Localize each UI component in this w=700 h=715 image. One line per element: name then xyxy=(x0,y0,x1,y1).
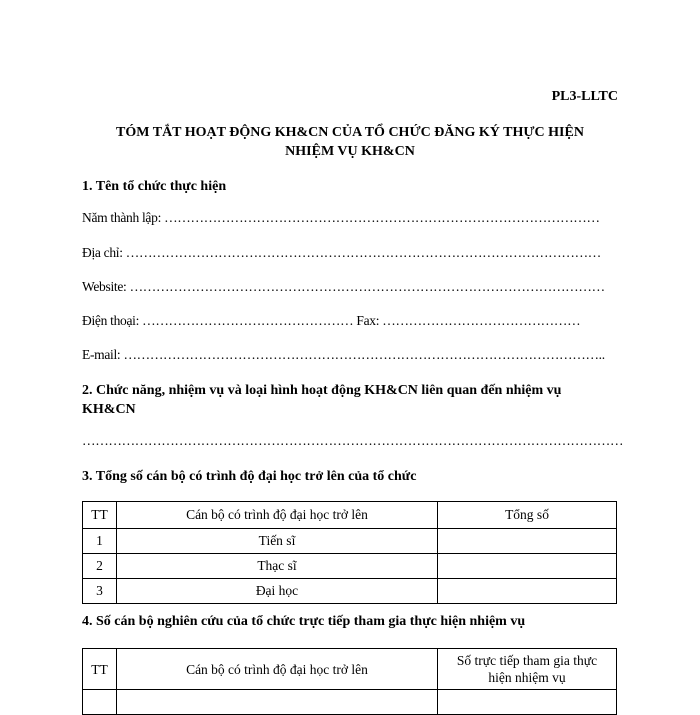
row-tt xyxy=(83,690,117,715)
section-2-heading-line-2: KH&CN xyxy=(82,402,136,417)
founded-year-field: Năm thành lập: ……………………………………………………………………………………… xyxy=(82,210,600,225)
row-total-cell[interactable] xyxy=(438,529,617,554)
section-2-heading-line-1: 2. Chức năng, nhiệm vụ và loại hình hoạt động KH&CN liên quan đến nhiệm vụ xyxy=(82,383,562,398)
section-2-heading xyxy=(82,381,622,419)
row-level: Đại học xyxy=(117,579,438,604)
header-total: Tổng số xyxy=(438,502,617,529)
section-2-answer-line: …………………………………………………………………………………………………………… xyxy=(82,433,624,448)
table-row xyxy=(83,554,617,579)
website-field: Website: ……………………………………………………………………………………………… xyxy=(82,279,605,294)
table-header-row xyxy=(83,502,617,529)
table-row xyxy=(83,579,617,604)
address-field: Địa chỉ: ……………………………………………………………………………………………… xyxy=(82,245,601,260)
row-level: Tiến sĩ xyxy=(117,529,438,554)
row-total-cell[interactable] xyxy=(438,579,617,604)
row-tt: 1 xyxy=(83,529,117,554)
row-tt: 3 xyxy=(83,579,117,604)
form-code: PL3-LLTC xyxy=(551,89,618,104)
table-header-row xyxy=(83,649,617,690)
table-row xyxy=(83,529,617,554)
table-row xyxy=(83,690,617,715)
header-level: Cán bộ có trình độ đại học trở lên xyxy=(117,502,438,529)
title-line-2: NHIỆM VỤ KH&CN xyxy=(285,144,415,159)
section-1-heading: 1. Tên tổ chức thực hiện xyxy=(82,179,227,194)
row-total-cell[interactable] xyxy=(438,554,617,579)
staff-total-table xyxy=(82,501,617,604)
section-4-heading: 4. Số cán bộ nghiên cứu của tổ chức trực tiếp tham gia thực hiện nhiệm vụ xyxy=(82,614,526,629)
row-level xyxy=(117,690,438,715)
section-3-heading: 3. Tổng số cán bộ có trình độ đại học trở lên của tổ chức xyxy=(82,469,417,484)
phone-fax-field: Điện thoại: ………………………………………… Fax: ……………………………………… xyxy=(82,313,581,328)
row-participating-cell[interactable] xyxy=(438,690,617,715)
document-title xyxy=(60,123,640,161)
research-staff-table xyxy=(82,648,617,715)
row-tt: 2 xyxy=(83,554,117,579)
header-tt: TT xyxy=(83,649,117,690)
header-participating: Số trực tiếp tham gia thực hiện nhiệm vụ xyxy=(438,649,617,690)
email-field: E-mail: ……………………………………………………………………………………………….. xyxy=(82,347,605,362)
title-line-1: TÓM TẮT HOẠT ĐỘNG KH&CN CỦA TỔ CHỨC ĐĂNG KÝ THỰC HIỆN xyxy=(116,125,584,140)
row-level: Thạc sĩ xyxy=(117,554,438,579)
header-tt: TT xyxy=(83,502,117,529)
header-level: Cán bộ có trình độ đại học trở lên xyxy=(117,649,438,690)
